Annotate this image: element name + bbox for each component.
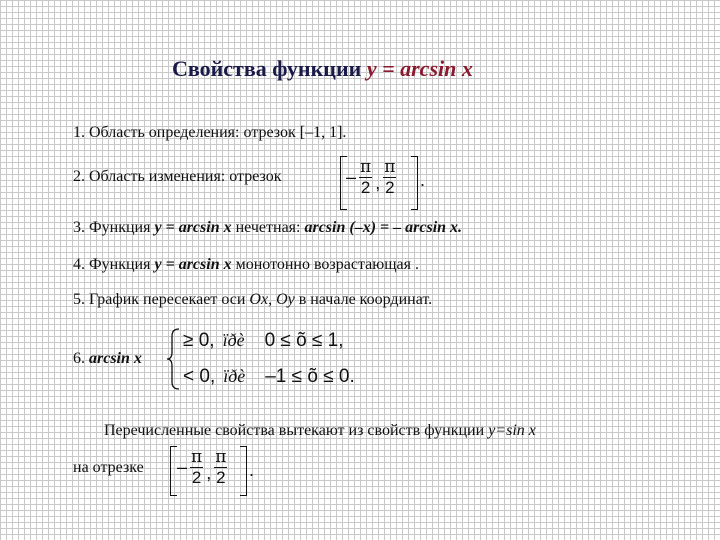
period: . xyxy=(249,460,255,480)
fraction-numerator: π xyxy=(191,447,203,467)
case-1-condition: ≥ 0, xyxy=(183,330,215,351)
property-4 xyxy=(73,256,419,274)
conclusion-line-2: на отрезке xyxy=(73,459,144,476)
period: . xyxy=(420,170,426,190)
fraction-denominator: 2 xyxy=(360,178,371,197)
fraction-neg-pi-over-2 xyxy=(189,447,204,488)
comma: , xyxy=(375,173,381,194)
property-5-axes: Ox, Oy xyxy=(249,291,295,308)
slide-title xyxy=(172,56,473,82)
left-bracket xyxy=(170,446,177,496)
case-1-range: 0 ≤ õ ≤ 1, xyxy=(264,330,344,351)
comma: , xyxy=(206,463,212,484)
property-3 xyxy=(73,219,462,237)
conclusion-text: Перечисленные свойства вытекают из свойств функции xyxy=(104,422,489,439)
property-5-suffix: в начале координат. xyxy=(294,291,433,308)
fraction-denominator: 2 xyxy=(191,468,202,487)
fraction-neg-pi-over-2 xyxy=(358,157,373,198)
property-2-text: 2. Область изменения: отрезок xyxy=(73,168,282,185)
fraction-pi-over-2 xyxy=(382,157,397,198)
property-6-function: arcsin x xyxy=(89,350,142,367)
left-brace xyxy=(166,328,182,390)
minus-sign: – xyxy=(177,457,188,477)
property-5 xyxy=(73,291,432,309)
fraction-pi-over-2 xyxy=(213,447,228,488)
property-6-number: 6. xyxy=(73,350,89,367)
fraction-numerator: π xyxy=(384,157,396,177)
property-3-mid: нечетная: xyxy=(231,219,305,236)
case-2 xyxy=(183,366,355,388)
property-3-function: y = arcsin x xyxy=(154,219,232,236)
property-4-prefix: 4. Функция xyxy=(73,256,155,273)
fraction-numerator: π xyxy=(215,447,227,467)
fraction-numerator: π xyxy=(360,157,372,177)
property-3-prefix: 3. Функция xyxy=(73,219,155,236)
range-interval xyxy=(346,157,397,198)
segment-interval xyxy=(177,447,228,488)
title-text: Свойства функции xyxy=(172,56,367,81)
case-1-word: ïðè xyxy=(222,330,245,350)
property-1: 1. Область определения: отрезок [–1, 1]. xyxy=(73,124,347,141)
case-2-word: ïðè xyxy=(223,366,246,386)
right-bracket xyxy=(411,156,418,210)
property-4-function: y = arcsin x xyxy=(154,256,232,273)
fraction-denominator: 2 xyxy=(216,468,226,487)
conclusion-line-1 xyxy=(104,422,536,440)
case-1 xyxy=(183,330,344,352)
minus-sign: – xyxy=(346,167,357,187)
property-6-label xyxy=(73,350,142,368)
conclusion-function: y=sin x xyxy=(488,422,536,439)
property-5-prefix: 5. График пересекает оси xyxy=(73,291,250,308)
right-bracket xyxy=(240,446,247,496)
case-2-condition: < 0, xyxy=(183,366,216,387)
property-4-suffix: монотонно возрастающая . xyxy=(231,256,419,273)
case-2-range: –1 ≤ õ ≤ 0. xyxy=(265,366,355,387)
fraction-denominator: 2 xyxy=(385,178,395,197)
property-3-expression: arcsin (–x) = – arcsin x. xyxy=(304,219,463,236)
title-function: y = arcsin x xyxy=(366,56,473,81)
